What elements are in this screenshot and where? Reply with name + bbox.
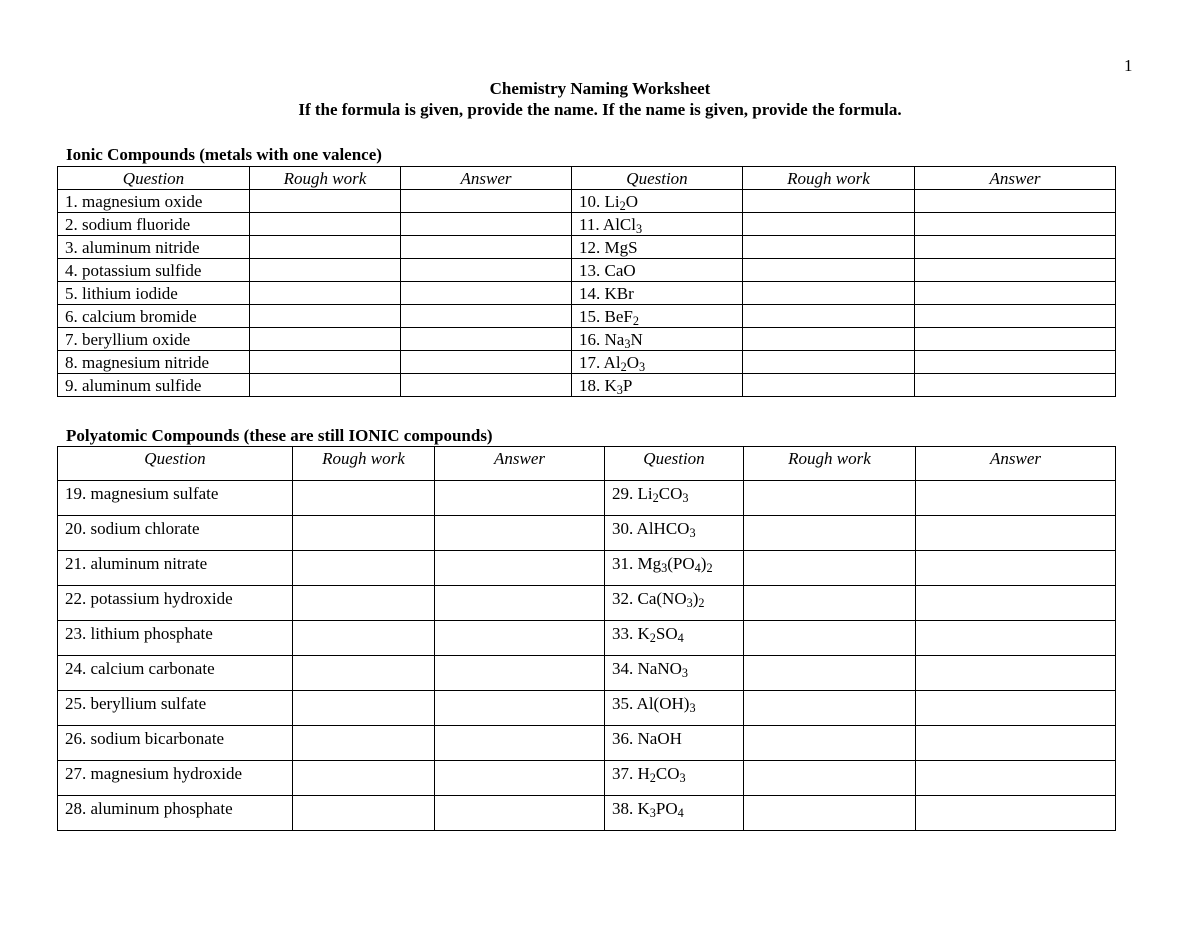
question-cell: 1. magnesium oxide: [58, 190, 250, 213]
table-row: [58, 481, 1116, 516]
formula-question-cell: 15. BeF$_2$: [572, 305, 743, 328]
column-header-answer: Answer: [435, 447, 605, 481]
formula-question-cell: 34. NaNO$_3$: [605, 656, 744, 691]
rough-work-cell[interactable]: [293, 516, 435, 551]
rough-work-cell[interactable]: [250, 282, 401, 305]
rough-work-cell[interactable]: [293, 551, 435, 586]
answer-cell[interactable]: [401, 190, 572, 213]
answer-cell[interactable]: [916, 656, 1116, 691]
column-header-question: Question: [572, 167, 743, 190]
formula-question-cell: 11. AlCl$_3$: [572, 213, 743, 236]
answer-cell[interactable]: [401, 282, 572, 305]
answer-cell[interactable]: [435, 656, 605, 691]
rough-work-cell[interactable]: [744, 516, 916, 551]
table-row: [58, 551, 1116, 586]
answer-cell[interactable]: [916, 726, 1116, 761]
rough-work-cell[interactable]: [250, 259, 401, 282]
answer-cell[interactable]: [401, 236, 572, 259]
formula-question-cell: 32. $Ca(NO_3)_2$: [605, 586, 744, 621]
table-row: [58, 190, 1116, 213]
formula-question-cell: 10. $Li_2O$: [572, 190, 743, 213]
column-header-rough-work: Rough work: [744, 447, 916, 481]
question-cell: 21. aluminum nitrate: [58, 551, 293, 586]
answer-cell[interactable]: [916, 551, 1116, 586]
question-cell: 3. aluminum nitride: [58, 236, 250, 259]
rough-work-cell[interactable]: [743, 305, 915, 328]
question-cell: 23. lithium phosphate: [58, 621, 293, 656]
formula-question-cell: 36. NaOH: [605, 726, 744, 761]
rough-work-cell[interactable]: [743, 374, 915, 397]
rough-work-cell[interactable]: [744, 621, 916, 656]
table-row: [58, 236, 1116, 259]
question-cell: 8. magnesium nitride: [58, 351, 250, 374]
column-header-rough-work: Rough work: [293, 447, 435, 481]
column-header-answer: Answer: [916, 447, 1116, 481]
formula-question-cell: 37. $H_2CO_3$: [605, 761, 744, 796]
answer-cell[interactable]: [401, 305, 572, 328]
formula-question-cell: 17. $Al_2O_3$: [572, 351, 743, 374]
answer-cell[interactable]: [401, 351, 572, 374]
table-row: [58, 656, 1116, 691]
rough-work-cell[interactable]: [743, 351, 915, 374]
rough-work-cell[interactable]: [744, 481, 916, 516]
rough-work-cell[interactable]: [744, 586, 916, 621]
table-row: [58, 796, 1116, 831]
rough-work-cell[interactable]: [250, 213, 401, 236]
table-header-row: [58, 167, 1116, 190]
table-row: [58, 726, 1116, 761]
rough-work-cell[interactable]: [293, 761, 435, 796]
question-cell: 27. magnesium hydroxide: [58, 761, 293, 796]
answer-cell[interactable]: [401, 374, 572, 397]
answer-cell[interactable]: [916, 796, 1116, 831]
column-header-answer: Answer: [915, 167, 1116, 190]
question-cell: 5. lithium iodide: [58, 282, 250, 305]
question-cell: 26. sodium bicarbonate: [58, 726, 293, 761]
question-cell: 4. potassium sulfide: [58, 259, 250, 282]
question-cell: 7. beryllium oxide: [58, 328, 250, 351]
table-row: [58, 259, 1116, 282]
answer-cell[interactable]: [916, 516, 1116, 551]
rough-work-cell[interactable]: [743, 328, 915, 351]
rough-work-cell[interactable]: [744, 796, 916, 831]
answer-cell[interactable]: [915, 236, 1116, 259]
formula-question-cell: 35. $Al(OH)_3$: [605, 691, 744, 726]
question-cell: 2. sodium fluoride: [58, 213, 250, 236]
rough-work-cell[interactable]: [250, 351, 401, 374]
page-title: Chemistry Naming Worksheet: [489, 79, 711, 98]
answer-cell[interactable]: [915, 190, 1116, 213]
column-header-question: Question: [58, 167, 250, 190]
answer-cell[interactable]: [915, 328, 1116, 351]
rough-work-cell[interactable]: [250, 190, 401, 213]
answer-cell[interactable]: [916, 691, 1116, 726]
table-row: [58, 586, 1116, 621]
polyatomic-section-title: Polyatomic Compounds (these are still IONIC compounds): [66, 426, 493, 445]
table-row: [58, 691, 1116, 726]
table-row: [58, 305, 1116, 328]
answer-cell[interactable]: [435, 586, 605, 621]
question-cell: 28. aluminum phosphate: [58, 796, 293, 831]
answer-cell[interactable]: [435, 516, 605, 551]
question-cell: 19. magnesium sulfate: [58, 481, 293, 516]
formula-question-cell: 33. $K_2SO_4$: [605, 621, 744, 656]
formula-question-cell: 18. $K_3P$: [572, 374, 743, 397]
polyatomic-compounds-table: [57, 446, 1116, 831]
formula-question-cell: 31. $Mg_3(PO_4)_2$: [605, 551, 744, 586]
column-header-answer: Answer: [401, 167, 572, 190]
column-header-question: Question: [605, 447, 744, 481]
rough-work-cell[interactable]: [293, 796, 435, 831]
answer-cell[interactable]: [915, 213, 1116, 236]
formula-question-cell: 12. MgS: [572, 236, 743, 259]
answer-cell[interactable]: [435, 691, 605, 726]
answer-cell[interactable]: [915, 374, 1116, 397]
worksheet-header: [0, 78, 1200, 120]
answer-cell[interactable]: [915, 259, 1116, 282]
table-row: [58, 213, 1116, 236]
rough-work-cell[interactable]: [293, 481, 435, 516]
rough-work-cell[interactable]: [743, 236, 915, 259]
formula-question-cell: 14. KBr: [572, 282, 743, 305]
question-cell: 9. aluminum sulfide: [58, 374, 250, 397]
rough-work-cell[interactable]: [250, 236, 401, 259]
answer-cell[interactable]: [435, 551, 605, 586]
rough-work-cell[interactable]: [743, 213, 915, 236]
answer-cell[interactable]: [435, 796, 605, 831]
rough-work-cell[interactable]: [293, 656, 435, 691]
question-cell: 25. beryllium sulfate: [58, 691, 293, 726]
column-header-rough-work: Rough work: [250, 167, 401, 190]
table-row: [58, 282, 1116, 305]
rough-work-cell[interactable]: [250, 328, 401, 351]
rough-work-cell[interactable]: [744, 691, 916, 726]
rough-work-cell[interactable]: [743, 259, 915, 282]
rough-work-cell[interactable]: [744, 656, 916, 691]
rough-work-cell[interactable]: [743, 282, 915, 305]
question-cell: 20. sodium chlorate: [58, 516, 293, 551]
table-row: [58, 328, 1116, 351]
answer-cell[interactable]: [435, 726, 605, 761]
answer-cell[interactable]: [915, 351, 1116, 374]
instructions: If the formula is given, provide the name. If the name is given, provide the formula.: [298, 100, 902, 119]
answer-cell[interactable]: [916, 481, 1116, 516]
answer-cell[interactable]: [915, 305, 1116, 328]
question-cell: 22. potassium hydroxide: [58, 586, 293, 621]
table-header-row: [58, 447, 1116, 481]
rough-work-cell[interactable]: [293, 726, 435, 761]
rough-work-cell[interactable]: [293, 691, 435, 726]
rough-work-cell[interactable]: [744, 761, 916, 796]
formula-question-cell: 38. $K_3PO_4$: [605, 796, 744, 831]
page-number: 1: [1124, 56, 1133, 75]
column-header-question: Question: [58, 447, 293, 481]
answer-cell[interactable]: [915, 282, 1116, 305]
formula-question-cell: 16. $Na_3N$: [572, 328, 743, 351]
ionic-compounds-table: [57, 166, 1116, 397]
table-row: [58, 516, 1116, 551]
rough-work-cell[interactable]: [744, 726, 916, 761]
table-row: [58, 761, 1116, 796]
rough-work-cell[interactable]: [744, 551, 916, 586]
rough-work-cell[interactable]: [250, 305, 401, 328]
formula-question-cell: 30. AlHCO$_3$: [605, 516, 744, 551]
rough-work-cell[interactable]: [293, 621, 435, 656]
answer-cell[interactable]: [401, 259, 572, 282]
rough-work-cell[interactable]: [250, 374, 401, 397]
formula-question-cell: 29. $Li_2CO_3$: [605, 481, 744, 516]
table-row: [58, 351, 1116, 374]
rough-work-cell[interactable]: [743, 190, 915, 213]
ionic-section-title: Ionic Compounds (metals with one valence): [66, 145, 382, 164]
answer-cell[interactable]: [435, 621, 605, 656]
question-cell: 6. calcium bromide: [58, 305, 250, 328]
answer-cell[interactable]: [435, 761, 605, 796]
answer-cell[interactable]: [435, 481, 605, 516]
answer-cell[interactable]: [916, 761, 1116, 796]
answer-cell[interactable]: [916, 621, 1116, 656]
answer-cell[interactable]: [916, 586, 1116, 621]
table-row: [58, 621, 1116, 656]
table-row: [58, 374, 1116, 397]
question-cell: 24. calcium carbonate: [58, 656, 293, 691]
formula-question-cell: 13. CaO: [572, 259, 743, 282]
column-header-rough-work: Rough work: [743, 167, 915, 190]
rough-work-cell[interactable]: [293, 586, 435, 621]
answer-cell[interactable]: [401, 213, 572, 236]
answer-cell[interactable]: [401, 328, 572, 351]
